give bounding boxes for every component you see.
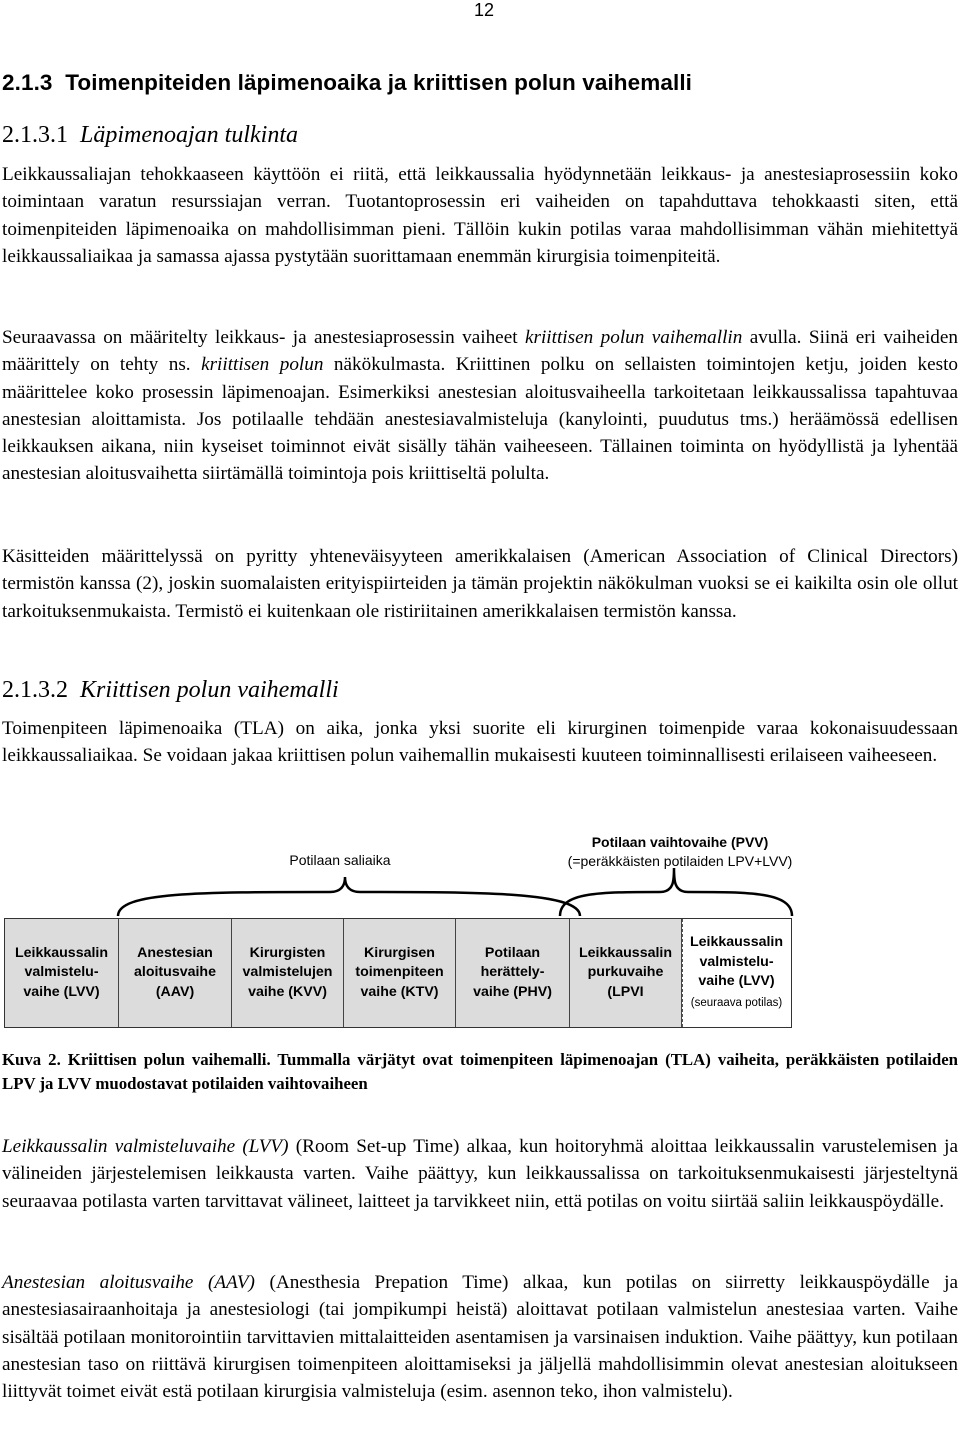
saliaika-brace: [118, 877, 580, 916]
paragraph-6-text: (Anesthesia Prepation Time) alkaa, kun potilas on siirretty leikkauspöydälle ja anestesiasairaanhoitaja ja anestesiologi (tai jompikumpi heistä) aloittavat potilaan valmistelun anestesiaa varten. Vaihe sisältää potilaan monitorointiin tarvittavien mittalaitteiden asentamisen ja varsinaisen induktion. Vaihe päättyy, kun potilaan anestesian taso on riittävä kirurgisen toimenpiteen aloittamiseksi ja jäljellä mahdollisimmin olevat anestesian aloitukseen liittyvät toimet eivät estä potilaan kirurgisia valmisteluja (esim. asennon teko, ihon valmistelu).: [2, 1272, 958, 1403]
phase-box-lpv: Leikkaussalin purkuvaihe (LPVI: [570, 919, 682, 1027]
subsection-title: Läpimenoajan tulkinta: [80, 122, 298, 148]
section-heading: [2, 70, 692, 96]
changeover-brace: [560, 868, 792, 916]
subsection-heading-1: [2, 122, 298, 149]
phase-box-lvv: Leikkaussalin valmistelu- vaihe (LVV): [5, 919, 119, 1027]
subsection-heading-2: [2, 677, 339, 704]
patient-changeover-sub: (=peräkkäisten potilaiden LPV+LVV): [567, 853, 793, 869]
paragraph-5: [2, 1133, 958, 1215]
paragraph-1: Leikkaussaliajan tehokkaaseen käyttöön ei riitä, että leikkaussalia hyödynnetään leikkaus- ja anestesiaprosessiin koko toimintaan varatun resurssiajan verran. Tuotantoprosessin eri vaiheiden on tapahduttava tehokkaasti siten, että toimenpiteiden läpimenoaika on mahdollisimman pieni. Tällöin kukin potilas varaa mahdollisimman vähän miehitettyä leikkaussaliaikaa ja samassa ajassa pystytään suorittamaan enemmän kirurgisia toimenpiteitä.: [2, 164, 958, 267]
phase-box-ktv: Kirurgisen toimenpiteen vaihe (KTV): [344, 919, 456, 1027]
paragraph-5-text: (Room Set-up Time) alkaa, kun hoitoryhmä aloittaa leikkaussalin varustelemisen ja välineiden järjestelemisen leikkausta varten. Vaihe päättyy, kun leikkaussalissa on tarkoituksenmukaisesti järjesteltynä seuraavaa potilasta varten tarvittavat välineet, laitteet ja tarvikkeet niin, että potilas on voitu siirtää saliin leikkauspöydälle.: [2, 1136, 958, 1212]
phase-box-lvv-next: Leikkaussalin valmistelu- vaihe (LVV) (seuraava potilas): [682, 919, 790, 1027]
paragraph-2-emphasis-b: kriittisen polun: [201, 354, 324, 376]
paragraph-2-text-a: Seuraavassa on määritelty leikkaus- ja anestesiaprosessin vaiheet: [2, 327, 525, 348]
paragraph-6-term: Anestesian aloitusvaihe (AAV): [2, 1272, 255, 1293]
section-title: Toimenpiteiden läpimenoaika ja kriittisen polun vaihemalli: [65, 70, 693, 95]
paragraph-2-emphasis-a: kriittisen polun vaihemallin: [524, 327, 743, 348]
subsection-title: Kriittisen polun vaihemalli: [80, 677, 339, 703]
figure-caption: Kuva 2. Kriittisen polun vaihemalli. Tummalla värjätyt ovat toimenpiteen läpimenoajan (TLA) vaiheita, peräkkäisten potilaiden LPV ja LVV muodostavat potilaiden vaihtovaiheen: [2, 1050, 958, 1093]
paragraph-3: Käsitteiden määrittelyssä on pyritty yhteneväisyyteen amerikkalaisen (American Association of Clinical Directors) termistön kanssa (2), joskin suomalaisten erityispiirteiden ja tämän projektin näkökulman vuoksi se ei kaikilta osin ole ollut tarkoituksenmukaista. Termistö ei kuitenkaan ole ristiriitainen amerikkalaisen termistön kanssa.: [2, 546, 958, 622]
patient-changeover-title: Potilaan vaihtovaihe (PVV): [591, 834, 769, 850]
section-number: 2.1.3: [2, 70, 53, 95]
paragraph-2-text-b: avulla. Siinä eri vaiheiden määrittely on tehty ns.: [2, 327, 959, 376]
subsection-number: 2.1.3.2: [2, 677, 68, 703]
paragraph-2: [2, 324, 958, 488]
phase-box-phv: Potilaan herättely- vaihe (PHV): [456, 919, 570, 1027]
phase-boxes: [4, 918, 792, 1028]
paragraph-5-term: Leikkaussalin valmisteluvaihe (LVV): [2, 1136, 289, 1157]
next-patient-note: (seuraava potilas): [690, 996, 783, 1009]
phase-diagram: [0, 830, 960, 1030]
subsection-number: 2.1.3.1: [2, 122, 68, 148]
phase-box-kvv: Kirurgisten valmistelujen vaihe (KVV): [232, 919, 344, 1027]
paragraph-4: Toimenpiteen läpimenoaika (TLA) on aika, jonka yksi suorite eli kirurginen toimenpide varaa kokonaisuudessaan leikkaussaliaikaa. Se voidaan jakaa kriittisen polun vaihemallin mukaisesti kuuteen toiminnallisesti erilaiseen vaiheeseen.: [2, 718, 958, 767]
phase-box-aav: Anestesian aloitusvaihe (AAV): [119, 919, 232, 1027]
paragraph-6: [2, 1269, 958, 1405]
patient-room-time-label: Potilaan saliaika: [289, 852, 391, 868]
brace-lines: [0, 830, 960, 925]
paragraph-2-text-c: näkökulmasta. Kriittinen polku on sellaisten toimintojen ketju, joiden kesto määrittelee koko prosessin läpimenoajan. Esimerkiksi anestesian aloitusvaiheella tarkoitetaan leikkaussalissa tapahtuvaa anestesian aloittamista. Jos potilaalle tehdään anestesiavalmisteluja (kanylointi, puudutus tms.) heräämössä edellisen leikkauksen aikana, niin kyseiset toiminnot eivät sisälly tähän vaiheeseen. Tällainen toiminta on hyödyllistä ja lyhentää anestesian aloitusvaihetta siirtämällä toimintoja pois kriittiseltä polulta.: [2, 354, 958, 485]
page-number: 12: [473, 0, 494, 20]
